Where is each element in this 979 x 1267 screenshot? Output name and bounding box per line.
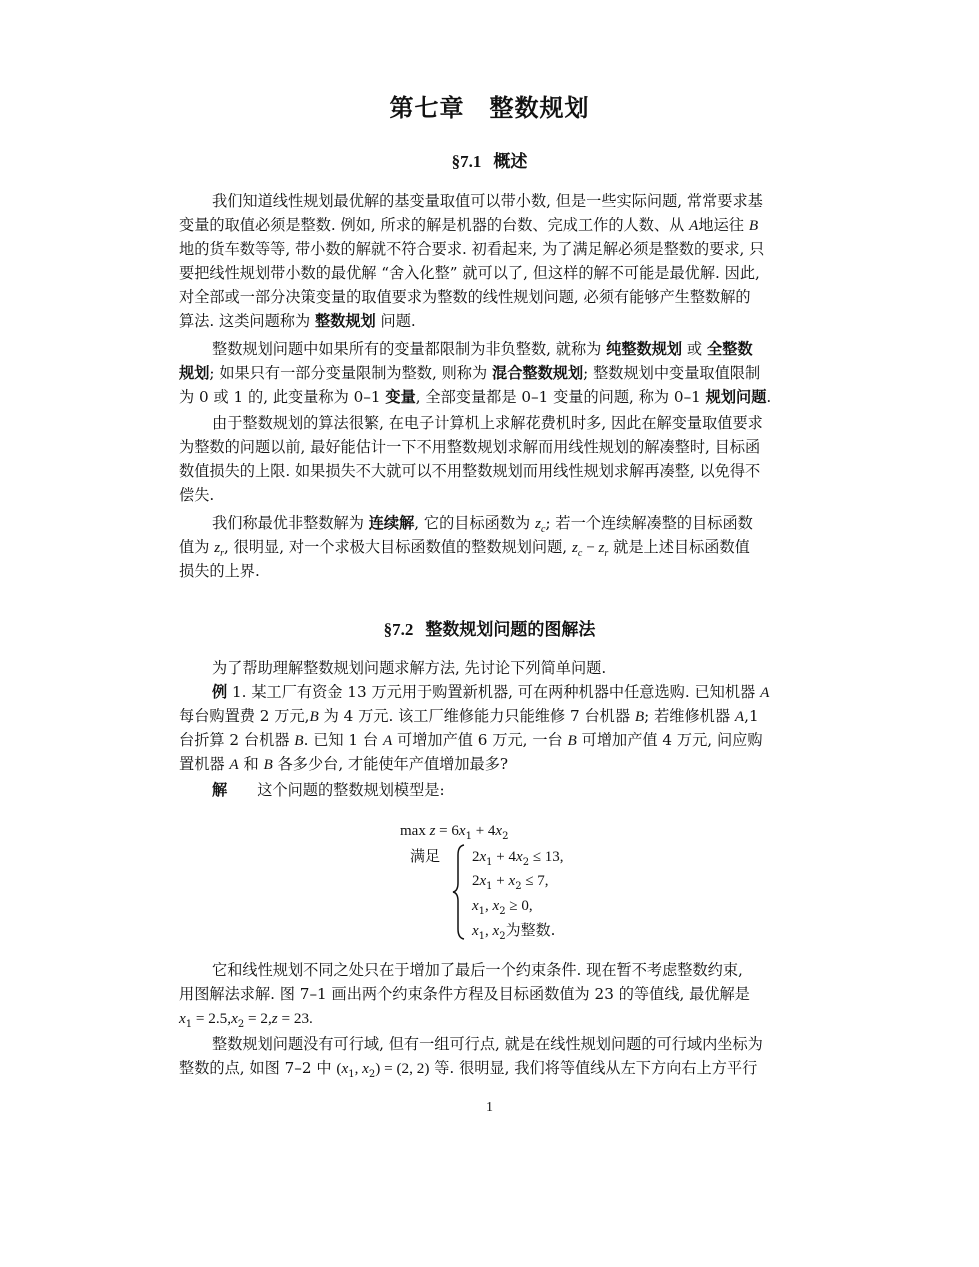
paragraph-line: 每台购置费 2 万元,B 为 4 万元. 该工厂维修能力只能维修 7 台机器 B; 若维修机器 A,1: [179, 707, 759, 725]
paragraph-line: 台折算 2 台机器 B. 已知 1 台 A 可增加产值 6 万元, 一台 B 可增加产值 4 万元, 问应购: [179, 731, 763, 749]
paragraph-line: 整数的点, 如图 7–2 中 ($x_1$, $x_2) = (2$, 2) 等. 很明显, 我们将等值线从左下方向右上方平行: [179, 1059, 758, 1081]
paragraph-line: 为了帮助理解整数规划问题求解方法, 先讨论下列简单问题.: [212, 659, 607, 677]
paragraph-line: 整数规划问题中如果所有的变量都限制为非负整数, 就称为 纯整数规划 或 全整数: [212, 340, 753, 358]
paragraph-line: 变量的取值必须是整数. 例如, 所求的解是机器的台数、完成工作的人数、从 A地运往 B: [179, 216, 759, 234]
page-number: 1: [486, 1100, 493, 1115]
section-title-7-1: [0, 147, 979, 172]
section-number: §7.2: [383, 620, 414, 639]
paragraph-line: 我们知道线性规划最优解的基变量取值可以带小数, 但是一些实际问题, 常常要求基: [212, 192, 763, 210]
constraint-2: $2x_1 + x_2 \le 7$,: [472, 873, 549, 892]
paragraph-line: 用图解法求解. 图 7–1 画出两个约束条件方程及目标函数值为 23 的等值线, 最优解是: [179, 985, 750, 1003]
paragraph-line: 规划; 如果只有一部分变量限制为整数, 则称为 混合整数规划; 整数规划中变量取值限制: [179, 364, 761, 382]
paragraph-line: 我们称最优非整数解为 连续解, 它的目标函数为 $z_c$; 若一个连续解凑整的目标函数: [212, 514, 753, 536]
constraint-1: $2x_1 + 4x_2 \le 13$,: [472, 849, 564, 868]
section-heading: 概述: [493, 152, 528, 172]
paragraph-line: 损失的上界.: [179, 562, 260, 580]
paragraph-line: 偿失.: [179, 486, 215, 504]
chapter-title: 第七章 整数规划: [389, 94, 590, 122]
subject-to-label: 满足: [410, 847, 441, 865]
constraint-4: $x_1$, $x_2$为整数.: [472, 921, 556, 942]
section-heading: 整数规划问题的图解法: [425, 620, 596, 640]
term-integer-programming: 整数规划: [314, 312, 376, 330]
solution-label: 解: [212, 781, 228, 799]
paragraph-line: 例 1. 某工厂有资金 13 万元用于购置新机器, 可在两种机器中任意选购. 已知机器 A: [212, 683, 770, 701]
section-number: §7.1: [451, 152, 482, 171]
paragraph-line: 对全部或一部分决策变量的取值要求为整数的线性规划问题, 必须有能够产生整数解的: [179, 288, 751, 306]
paragraph-line: 值为 $z_r$, 很明显, 对一个求极大目标函数值的整数规划问题, $z_c - z_r$ 就是上述目标函数值: [179, 538, 750, 560]
paragraph-line: 为 0 或 1 的, 此变量称为 0–1 变量, 全部变量都是 0–1 变量的问题, 称为 0–1 规划问题.: [179, 388, 772, 406]
paragraph-line: 它和线性规划不同之处只在于增加了最后一个约束条件. 现在暂不考虑整数约束,: [212, 961, 743, 979]
left-brace-icon: [451, 843, 467, 941]
paragraph-line: 整数规划问题没有可行域, 但有一组可行点, 就是在线性规划问题的可行域内坐标为: [212, 1035, 763, 1053]
section-title-7-2: [0, 615, 979, 640]
paragraph-line: 算法. 这类问题称为 整数规划 问题.: [179, 312, 416, 330]
paragraph-line: 地的货车数等等, 带小数的解就不符合要求. 初看起来, 为了满足解必须是整数的要求, 只: [179, 240, 765, 258]
paragraph-line: 数值损失的上限. 如果损失不大就可以不用整数规划而用线性规划求解再凑整, 以免得不: [179, 462, 761, 480]
paragraph-line: 解 这个问题的整数规划模型是:: [212, 781, 445, 799]
constraint-3: $x_1$, $x_2 \ge 0$,: [472, 898, 533, 917]
paragraph-line: 要把线性规划带小数的最优解 “舍入化整” 就可以了, 但这样的解不可能是最优解. 因此,: [179, 264, 760, 282]
objective-function: $\max z = 6x_1 + 4x_2$: [400, 823, 509, 842]
paragraph-line: $x_1 = 2.5,x_2 = 2,z = 23$.: [179, 1010, 313, 1031]
paragraph-line: 为整数的问题以前, 最好能估计一下不用整数规划求解而用线性规划的解凑整时, 目标函: [179, 438, 761, 456]
paragraph-line: 置机器 A 和 B 各多少台, 才能使年产值增加最多?: [179, 755, 509, 773]
paragraph-line: 由于整数规划的算法很繁, 在电子计算机上求解花费机时多, 因此在解变量取值要求: [212, 414, 763, 432]
example-label: 例: [212, 683, 228, 701]
